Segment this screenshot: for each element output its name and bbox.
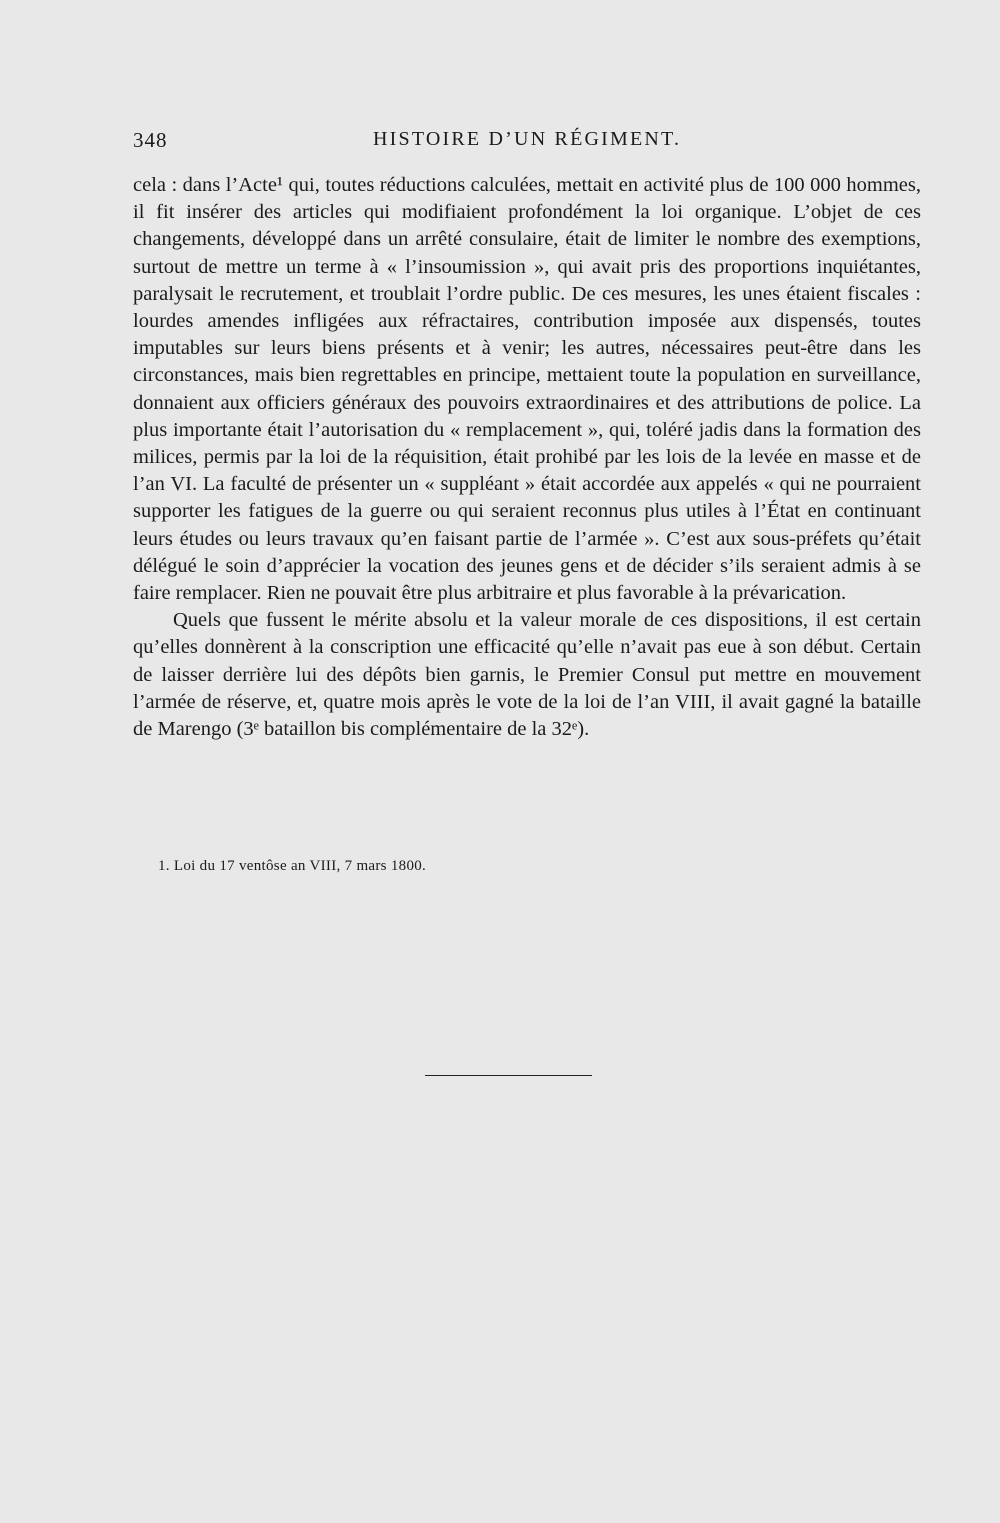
horizontal-rule: [425, 1075, 592, 1076]
body-text: [133, 172, 921, 743]
paragraph-1: cela : dans l’Acte¹ qui, toutes réductions calculées, mettait en activité plus de 100 000 hommes, il fit insérer des articles qui modifiaient profondément la loi organique. L’objet de ces changements, développé dans un arrêté consulaire, était de limiter le nombre des exemptions, surtout de mettre un terme à « l’insoumission », qui avait pris des proportions inquiétantes, paralysait le recrutement, et troublait l’ordre public. De ces mesures, les unes étaient fiscales : lourdes amendes infligées aux réfractaires, contribution imposée aux dispensés, toutes imputables sur leurs biens présents et à venir; les autres, nécessaires peut-être dans les circonstances, mais bien regrettables en principe, mettaient toute la population en surveillance, donnaient aux officiers généraux des pouvoirs extraordinaires et des attributions de police. La plus importante était l’autorisation du « remplacement », qui, toléré jadis dans la formation des milices, permis par la loi de la réquisition, était prohibé par les lois de la levée en masse et de l’an VI. La faculté de présenter un « suppléant » était accordée aux appelés « qui ne pourraient supporter les fatigues de la guerre ou qui seraient reconnus plus utiles à l’État en continuant leurs études ou leurs travaux qu’en faisant partie de l’armée ». C’est aux sous-préfets qu’était délégué le soin d’apprécier la vocation des jeunes gens et de décider s’ils seraient admis à se faire remplacer. Rien ne pouvait être plus arbitraire et plus favorable à la prévarication.: [133, 174, 921, 605]
paragraph-2: Quels que fussent le mérite absolu et la valeur morale de ces dispositions, il est certain qu’elles donnèrent à la conscription une efficacité qu’elle n’avait pas eue à son début. Certain de laisser derrière lui des dépôts bien garnis, le Premier Consul put mettre en mouvement l’armée de réserve, et, quatre mois après le vote de la loi de l’an VIII, il avait gagné la bataille de Marengo (3ᵉ bataillon bis complémentaire de la 32ᵉ).: [133, 609, 921, 741]
page-number: 348: [133, 128, 168, 152]
running-title: HISTOIRE D’UN RÉGIMENT.: [373, 128, 682, 150]
running-head: [133, 128, 921, 162]
footnote: 1. Loi du 17 ventôse an VIII, 7 mars 1800.: [158, 858, 427, 874]
